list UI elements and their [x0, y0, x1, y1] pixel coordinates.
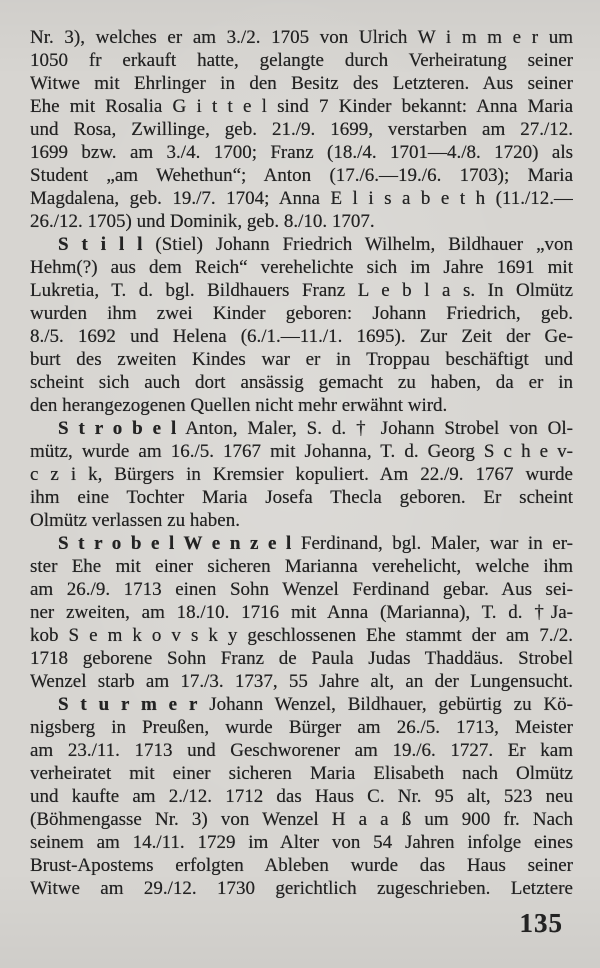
- text-run: am 26./9. 1713 einen Sohn Wenzel Ferdinand gebar. Aus sei-: [30, 579, 573, 600]
- text-line: [30, 762, 573, 785]
- text-line: [30, 187, 573, 210]
- text-line: [30, 164, 573, 187]
- text-run: Witwe mit Ehrlinger in den Besitz des Letzteren. Aus seiner: [30, 73, 573, 94]
- text-line: [30, 509, 573, 532]
- text-line: [30, 647, 573, 670]
- text-line: [30, 831, 573, 854]
- text-run: Olmütz verlassen zu haben.: [30, 510, 240, 531]
- text-run: verheiratet mit einer sicheren Maria Elisabeth nach Olmütz: [30, 763, 573, 784]
- paragraph: [30, 233, 573, 417]
- text-line: [30, 233, 573, 256]
- text-run: Hehm(?) aus dem Reich“ verehelichte sich im Jahre 1691 mit: [30, 257, 573, 278]
- text-run: nigsberg in Preußen, wurde Bürger am 26./5. 1713, Meister: [30, 717, 573, 738]
- text-run: Witwe am 29./12. 1730 gerichtlich zugeschrieben. Letztere: [30, 878, 573, 899]
- text-line: [30, 302, 573, 325]
- paragraph: [30, 693, 573, 900]
- text-run: 8./5. 1692 und Helena (6./1.—11./1. 1695). Zur Zeit der Ge-: [30, 326, 573, 347]
- entry-headword: S t r o b e l W e n z e l: [58, 533, 292, 554]
- text-run: kob S e m k o v s k y geschlossenen Ehe stammt der am 7./2.: [30, 625, 573, 646]
- text-line: [30, 693, 573, 716]
- text-run: c z i k, Bürgers in Kremsier kopuliert. Am 22./9. 1767 wurde: [30, 464, 573, 485]
- text-line: [30, 877, 573, 900]
- entry-headword: S t u r m e r: [58, 694, 198, 715]
- text-line: [30, 26, 573, 49]
- text-run: (Stiel) Johann Friedrich Wilhelm, Bildhauer „von: [142, 234, 573, 255]
- text-line: [30, 49, 573, 72]
- text-run: Johann Wenzel, Bildhauer, gebürtig zu Kö-: [197, 694, 573, 715]
- paragraph: [30, 532, 573, 693]
- text-line: [30, 348, 573, 371]
- paragraph: [30, 26, 573, 233]
- text-run: Ferdinand, bgl. Maler, war in er-: [291, 533, 573, 554]
- text-line: [30, 601, 573, 624]
- text-block: [30, 26, 573, 900]
- entry-headword: S t i l l: [58, 234, 143, 255]
- text-line: [30, 95, 573, 118]
- text-line: [30, 854, 573, 877]
- text-line: [30, 417, 573, 440]
- text-run: (Böhmengasse Nr. 3) von Wenzel H a a ß um 900 fr. Nach: [30, 809, 573, 830]
- text-run: Anton, Maler, S. d. † Johann Strobel von Ol-: [176, 418, 573, 439]
- text-line: [30, 624, 573, 647]
- text-run: ihm eine Tochter Maria Josefa Thecla geboren. Er scheint: [30, 487, 573, 508]
- text-run: wurden ihm zwei Kinder geboren: Johann Friedrich, geb.: [30, 303, 573, 324]
- text-run: 1050 fr erkauft hatte, gelangte durch Verheiratung seiner: [30, 50, 573, 71]
- text-line: [30, 808, 573, 831]
- text-run: 1699 bzw. am 3./4. 1700; Franz (18./4. 1701—4./8. 1720) als: [30, 142, 573, 163]
- text-run: Ehe mit Rosalia G i t t e l sind 7 Kinder bekannt: Anna Maria: [30, 96, 573, 117]
- text-run: ner zweiten, am 18./10. 1716 mit Anna (Marianna), T. d. †Ja-: [30, 602, 573, 623]
- text-line: [30, 325, 573, 348]
- text-run: Magdalena, geb. 19./7. 1704; Anna E l i s a b e t h (11./12.—: [30, 188, 573, 209]
- text-line: [30, 555, 573, 578]
- text-line: [30, 394, 573, 417]
- text-line: [30, 279, 573, 302]
- text-line: [30, 210, 573, 233]
- text-run: Lukretia, T. d. bgl. Bildhauers Franz L e b l a s. In Olmütz: [30, 280, 573, 301]
- text-run: am 23./11. 1713 und Geschworener am 19./6. 1727. Er kam: [30, 740, 573, 761]
- text-run: Nr. 3), welches er am 3./2. 1705 von Ulrich W i m m e r um: [30, 27, 573, 48]
- text-line: [30, 371, 573, 394]
- text-run: scheint sich auch dort ansässig gemacht zu haben, da er in: [30, 372, 573, 393]
- text-line: [30, 486, 573, 509]
- text-run: mütz, wurde am 16./5. 1767 mit Johanna, T. d. Georg S c h e v-: [30, 441, 573, 462]
- text-run: ster Ehe mit einer sicheren Marianna verehelicht, welche ihm: [30, 556, 573, 577]
- text-line: [30, 716, 573, 739]
- text-run: 1718 geborene Sohn Franz de Paula Judas Thaddäus. Strobel: [30, 648, 573, 669]
- entry-headword: S t r o b e l: [58, 418, 177, 439]
- text-line: [30, 141, 573, 164]
- text-run: Brust-Apostems erfolgten Ableben wurde das Haus seiner: [30, 855, 573, 876]
- paragraph: [30, 417, 573, 532]
- text-run: Wenzel starb am 17./3. 1737, 55 Jahre alt, an der Lungensucht.: [30, 671, 573, 692]
- text-line: [30, 463, 573, 486]
- text-run: den herangezogenen Quellen nicht mehr erwähnt wird.: [30, 395, 448, 416]
- text-line: [30, 440, 573, 463]
- text-run: und kaufte am 2./12. 1712 das Haus C. Nr. 95 alt, 523 neu: [30, 786, 573, 807]
- text-run: Student „am Wehethun“; Anton (17./6.—19./6. 1703); Maria: [30, 165, 573, 186]
- text-run: und Rosa, Zwillinge, geb. 21./9. 1699, verstarben am 27./12.: [30, 119, 573, 140]
- text-run: seinem am 14./11. 1729 im Alter von 54 Jahren infolge eines: [30, 832, 573, 853]
- text-line: [30, 532, 573, 555]
- text-line: [30, 118, 573, 141]
- text-line: [30, 256, 573, 279]
- text-line: [30, 578, 573, 601]
- text-line: [30, 785, 573, 808]
- text-run: 26./12. 1705) und Dominik, geb. 8./10. 1707.: [30, 211, 375, 232]
- text-run: burt des zweiten Kindes war er in Troppau beschäftigt und: [30, 349, 573, 370]
- text-line: [30, 72, 573, 95]
- text-line: [30, 739, 573, 762]
- page-number: 135: [519, 908, 563, 938]
- text-line: [30, 670, 573, 693]
